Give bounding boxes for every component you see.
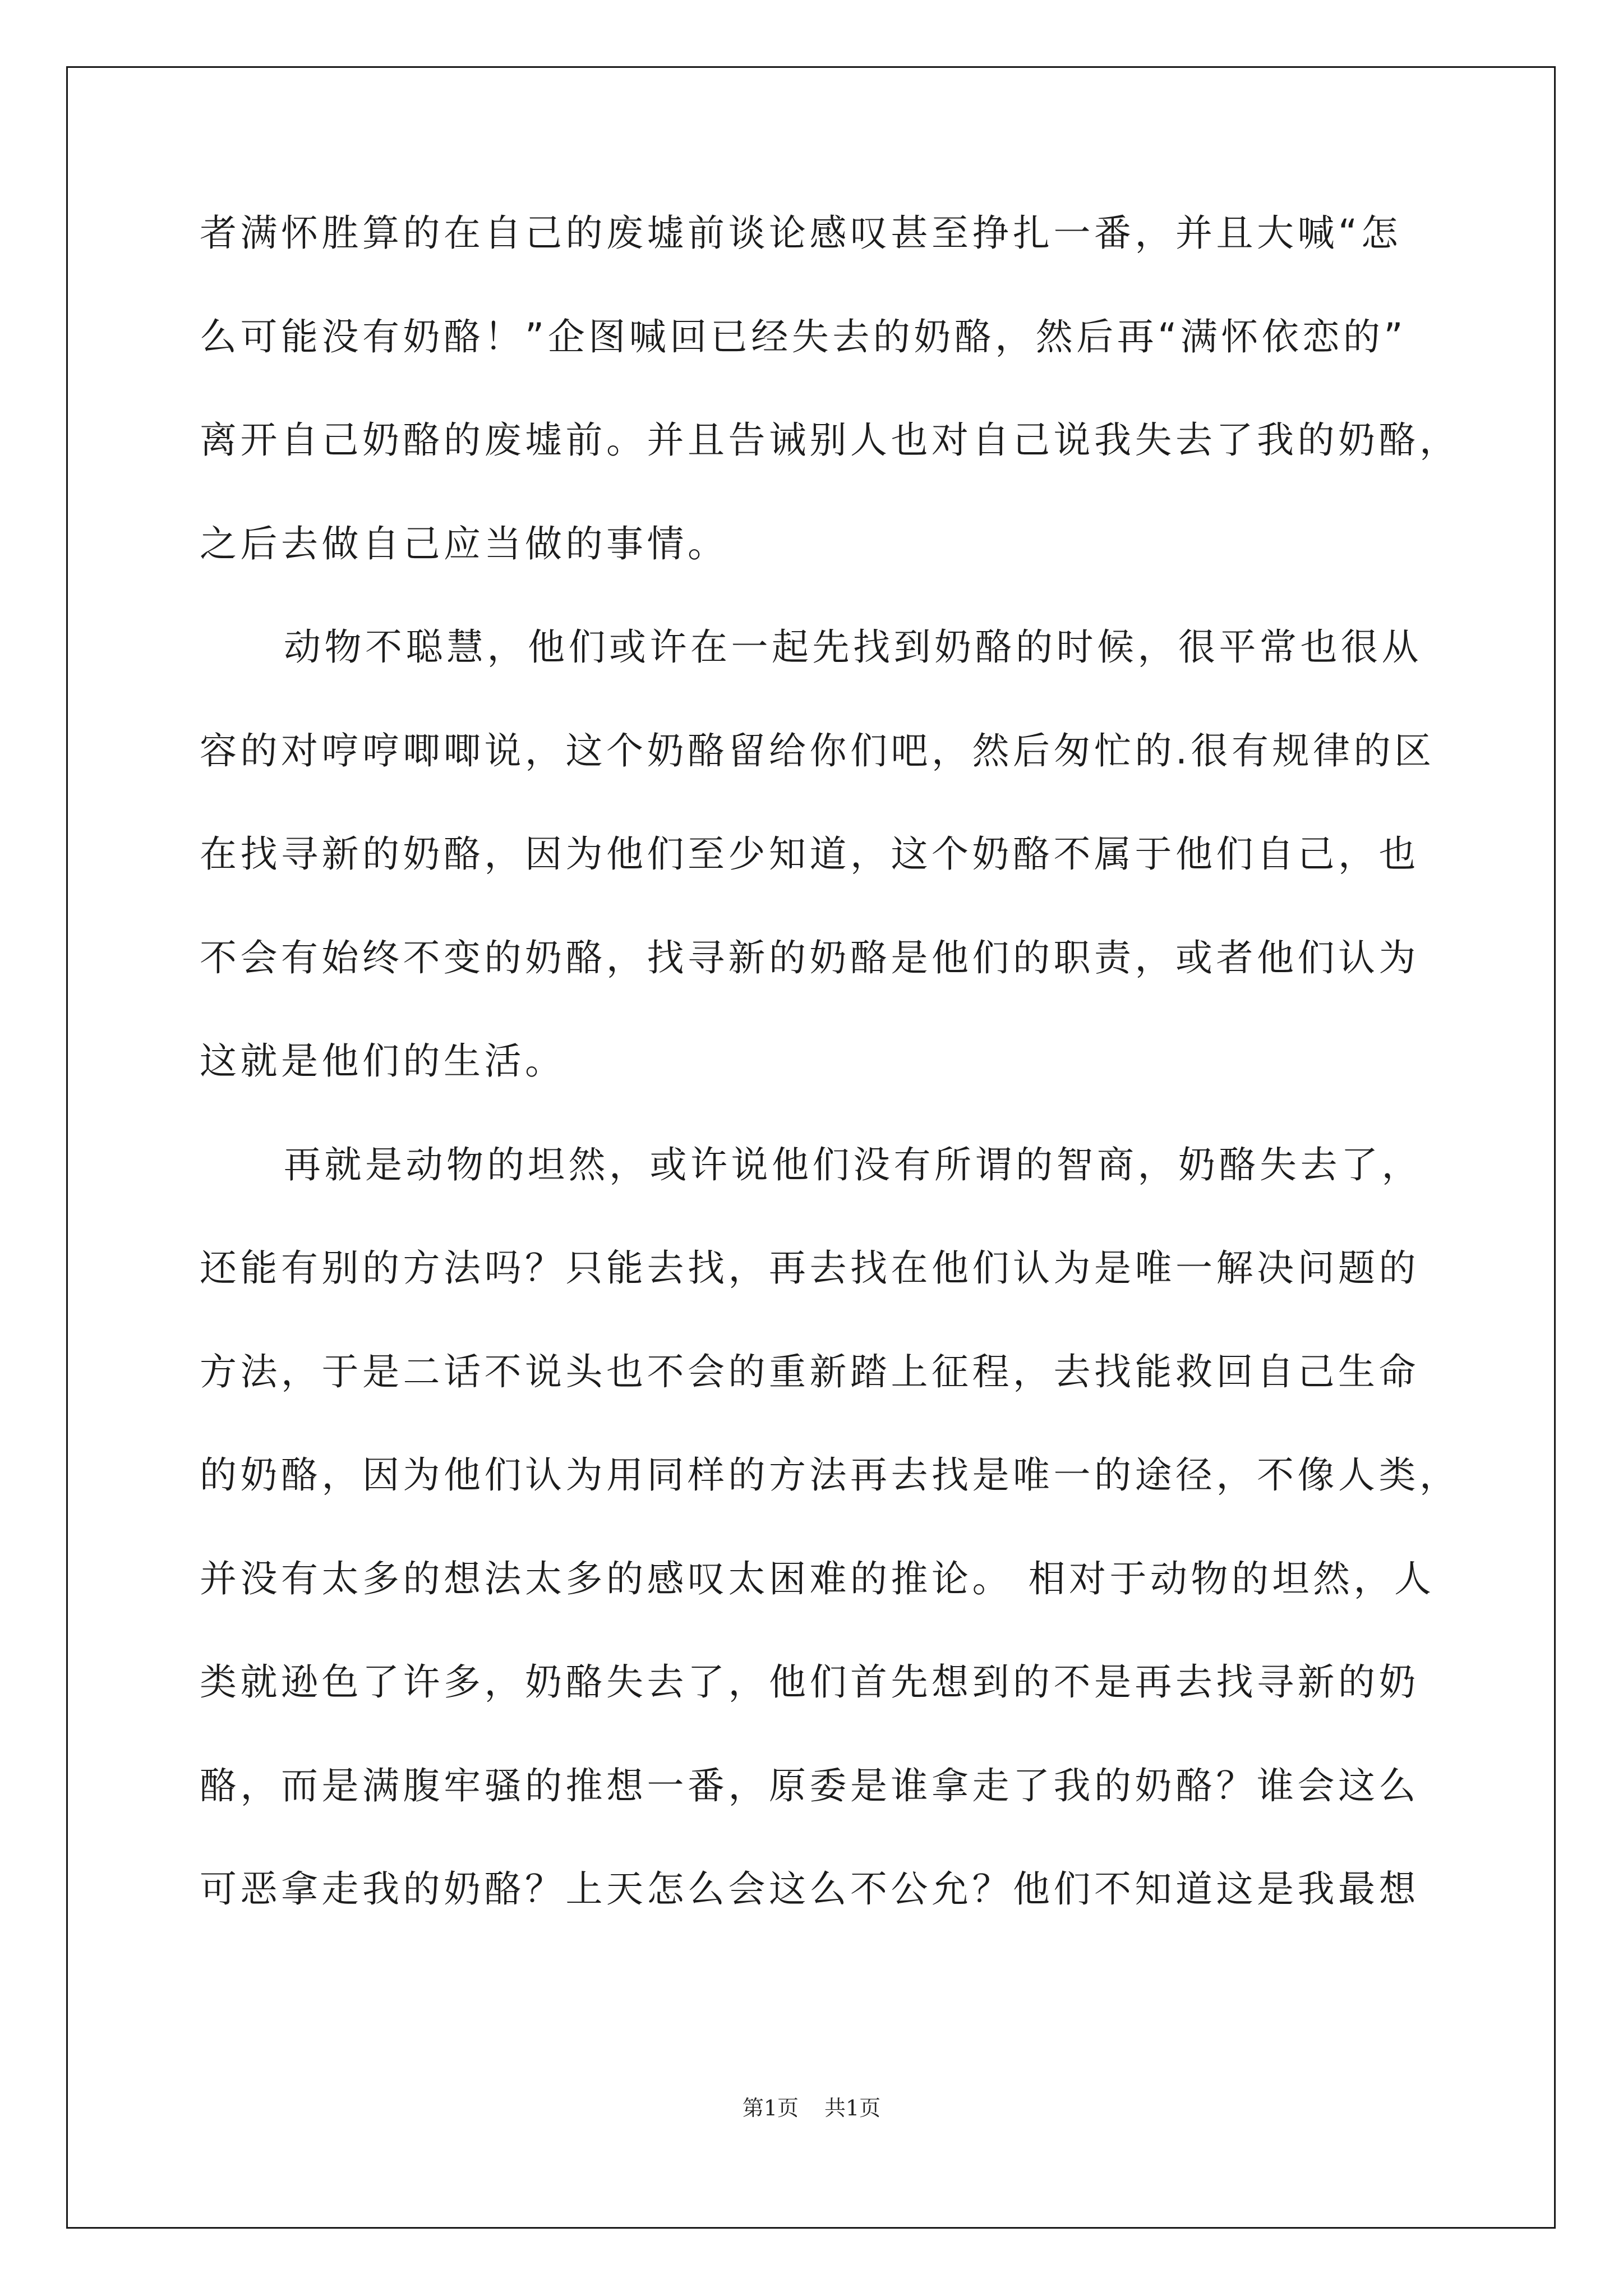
text-line: 之后去做自己应当做的事情。: [200, 522, 728, 565]
text-line: 离开自己奶酪的废墟前。并且告诫别人也对自己说我失去了我的奶酪，: [200, 418, 1460, 462]
document-body: [200, 211, 1460, 1975]
text-line: 者满怀胜算的在自己的废墟前谈论感叹甚至挣扎一番，并且大喊“怎: [200, 211, 1402, 255]
text-line: 酪，而是满腹牢骚的推想一番，原委是谁拿走了我的奶酪？谁会这么: [200, 1764, 1419, 1807]
text-line: 类就逊色了许多，奶酪失去了，他们首先想到的不是再去找寻新的奶: [200, 1660, 1419, 1704]
text-line: 方法，于是二话不说头也不会的重新踏上征程，去找能救回自己生命: [200, 1350, 1419, 1393]
text-line: 的奶酪，因为他们认为用同样的方法再去找是唯一的途径，不像人类，: [200, 1453, 1460, 1497]
text-line: 容的对哼哼唧唧说，这个奶酪留给你们吧，然后匆忙的.很有规律的区: [200, 729, 1435, 772]
text-line: 还能有别的方法吗？只能去找，再去找在他们认为是唯一解决问题的: [200, 1246, 1419, 1290]
paragraph-first-line: 动物不聪慧，他们或许在一起先找到奶酪的时候，很平常也很从: [284, 625, 1422, 669]
paragraph-first-line: 再就是动物的坦然，或许说他们没有所谓的智商，奶酪失去了，: [284, 1143, 1422, 1186]
text-line: 么可能没有奶酪！”企图喊回已经失去的奶酪，然后再“满怀依恋的”: [200, 315, 1407, 358]
text-line: 可恶拿走我的奶酪？上天怎么会这么不公允？他们不知道这是我最想: [200, 1867, 1419, 1911]
text-line: 这就是他们的生活。: [200, 1039, 566, 1083]
text-line: 并没有太多的想法太多的感叹太困难的推论。 相对于动物的坦然，人: [200, 1557, 1435, 1600]
page-footer: [0, 2097, 1623, 2119]
page-number: 第1页: [742, 2096, 799, 2120]
text-line: 不会有始终不变的奶酪，找寻新的奶酪是他们的职责，或者他们认为: [200, 936, 1419, 979]
text-line: 在找寻新的奶酪，因为他们至少知道，这个奶酪不属于他们自己，也: [200, 832, 1419, 876]
page-total: 共1页: [824, 2096, 881, 2120]
